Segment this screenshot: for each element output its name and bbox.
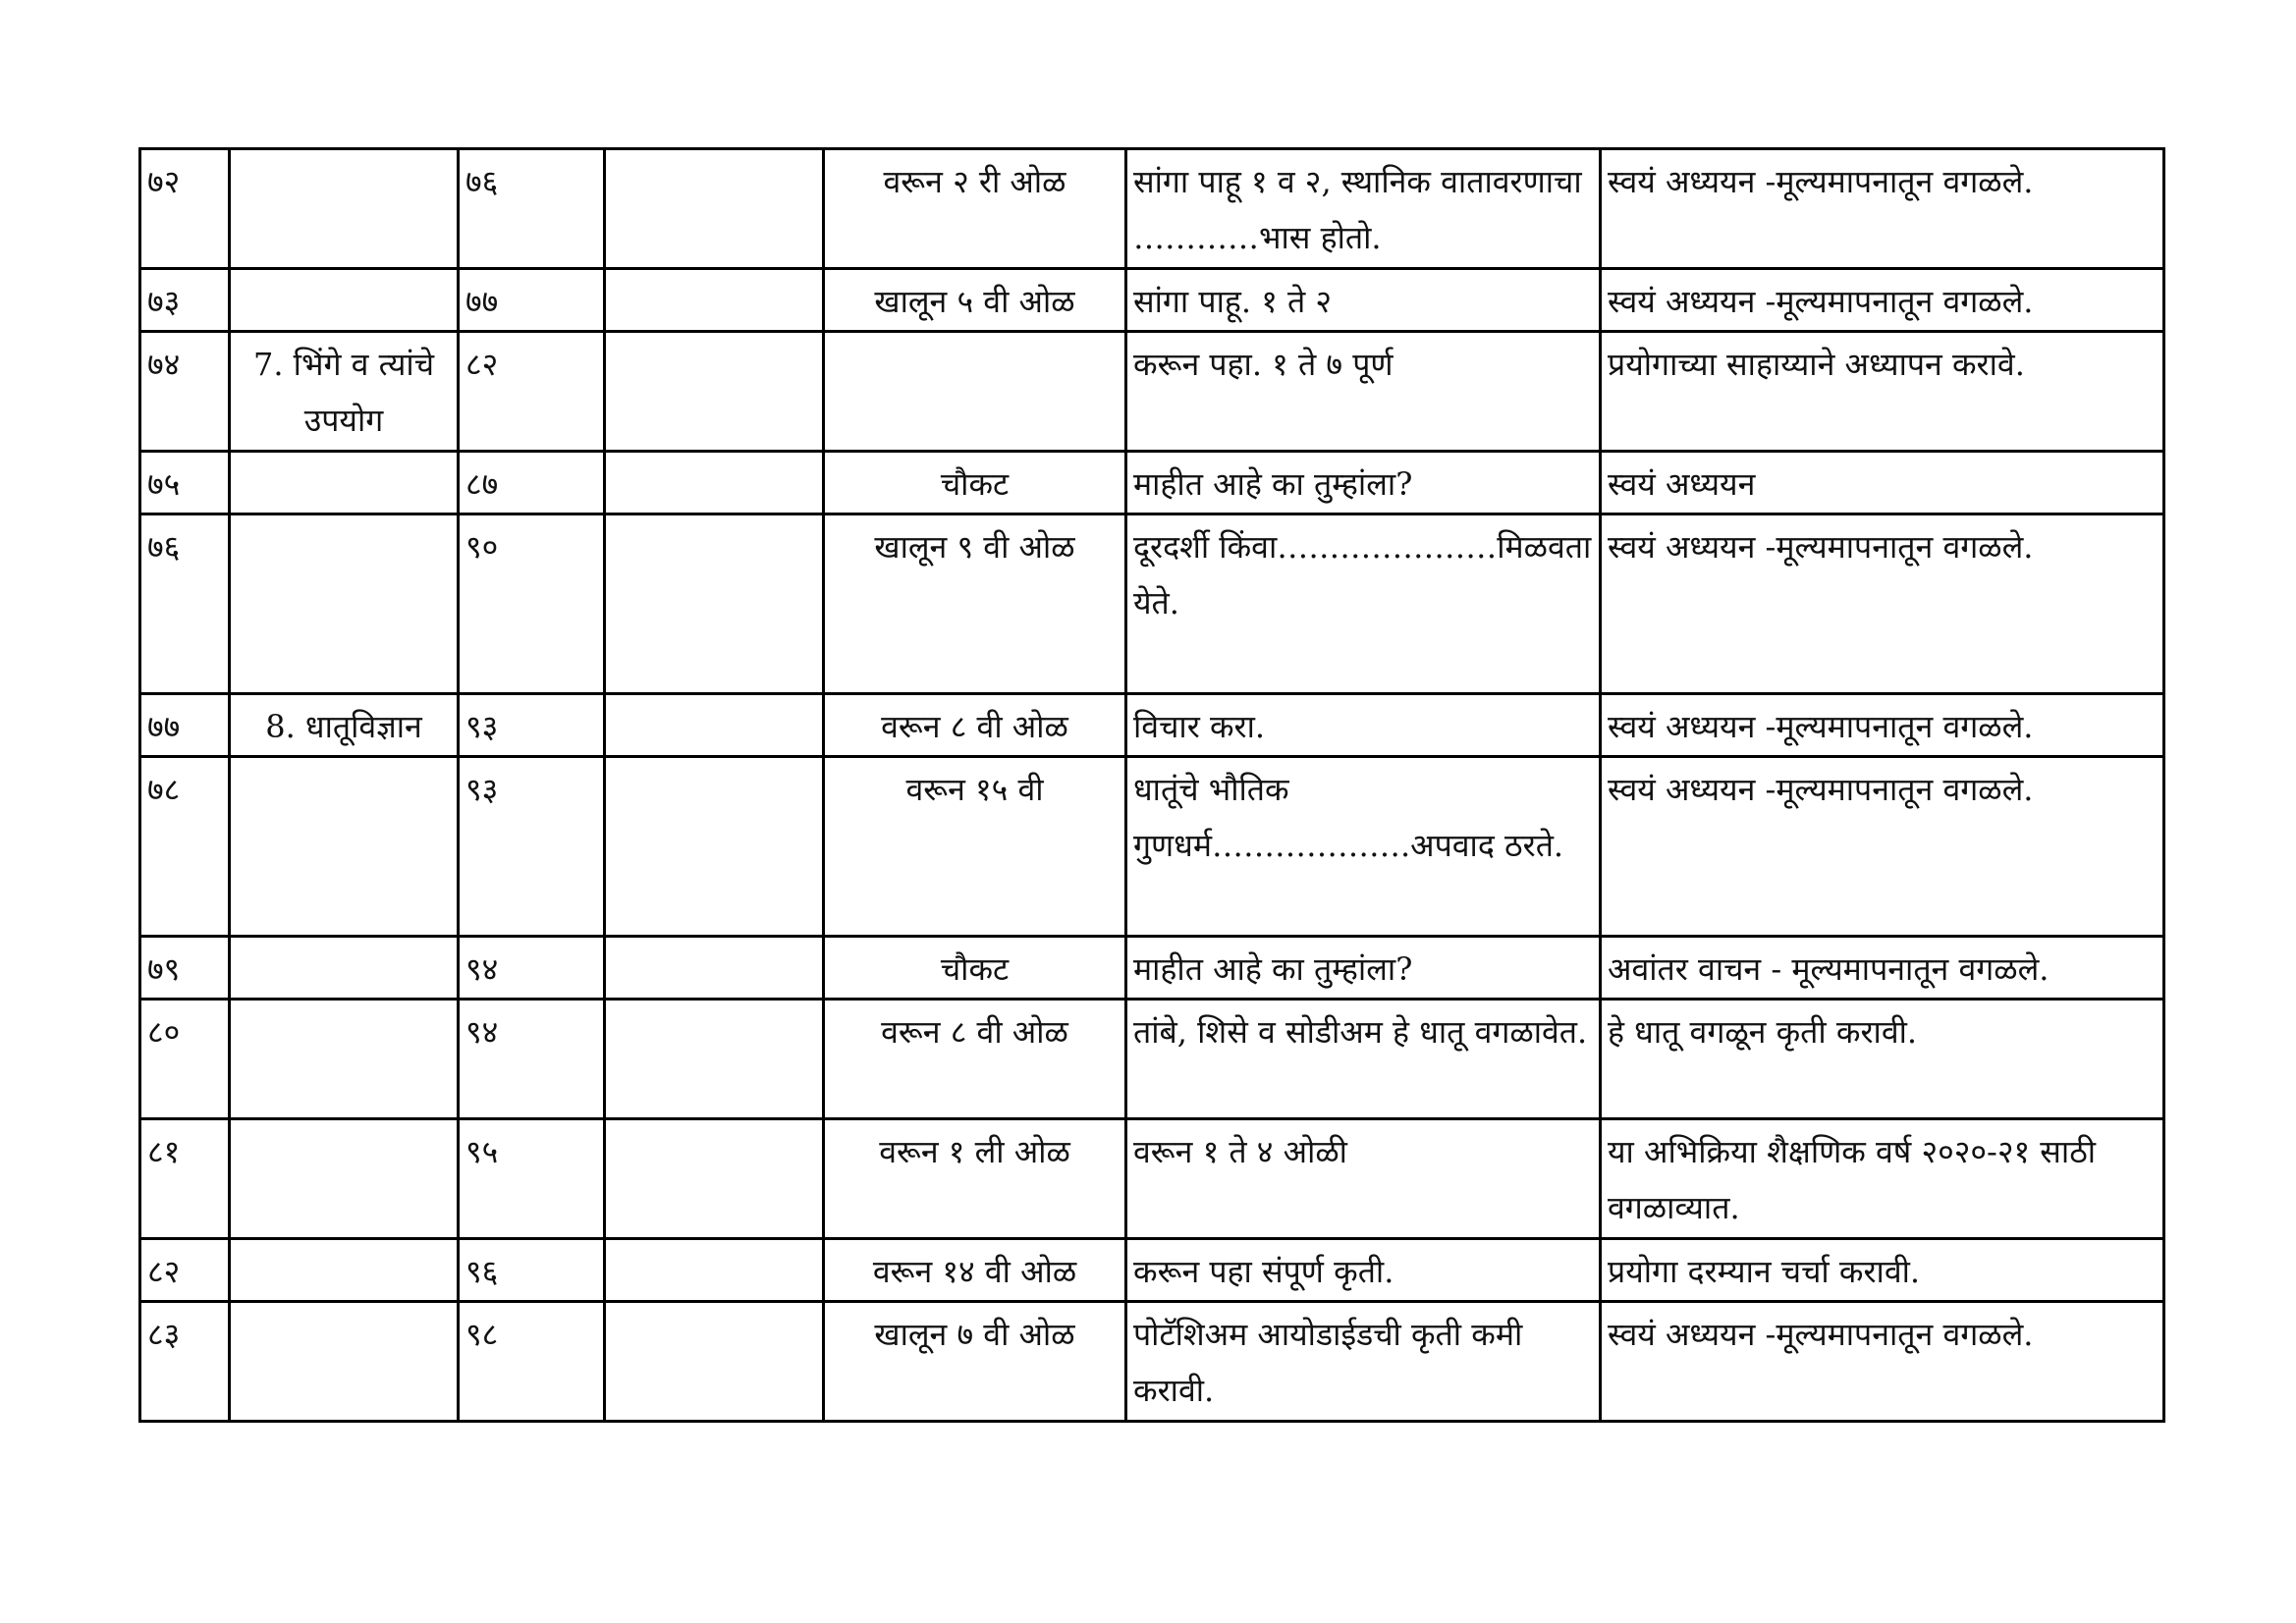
- page-number-cell: ९६: [459, 1239, 605, 1302]
- content-cell: करून पहा. १ ते ७ पूर्ण: [1126, 332, 1601, 452]
- content-cell: विचार करा.: [1126, 694, 1601, 757]
- chapter-cell: [230, 937, 459, 1000]
- remark-cell: स्वयं अध्ययन -मूल्यमापनातून वगळले.: [1601, 757, 2164, 937]
- remark-cell: स्वयं अध्ययन -मूल्यमापनातून वगळले.: [1601, 269, 2164, 332]
- table-row: [140, 694, 2164, 757]
- blank-cell: [605, 694, 824, 757]
- blank-cell: [605, 757, 824, 937]
- chapter-cell: 8. धातूविज्ञान: [230, 694, 459, 757]
- line-reference-cell: वरून १ ली ओळ: [824, 1119, 1126, 1239]
- table-row: [140, 269, 2164, 332]
- remark-cell: प्रयोगा दरम्यान चर्चा करावी.: [1601, 1239, 2164, 1302]
- page-number-cell: ७६: [459, 149, 605, 269]
- content-cell: धातूंचे भौतिक गुणधर्म……………….अपवाद ठरते.: [1126, 757, 1601, 937]
- line-reference-cell: [824, 332, 1126, 452]
- line-reference-cell: वरून ८ वी ओळ: [824, 1000, 1126, 1119]
- chapter-cell: [230, 452, 459, 514]
- page-number-cell: ८७: [459, 452, 605, 514]
- line-reference-cell: चौकट: [824, 452, 1126, 514]
- line-reference-cell: खालून ९ वी ओळ: [824, 514, 1126, 694]
- blank-cell: [605, 1000, 824, 1119]
- table-row: [140, 514, 2164, 694]
- line-reference-cell: वरून १५ वी: [824, 757, 1126, 937]
- line-reference-cell: चौकट: [824, 937, 1126, 1000]
- blank-cell: [605, 452, 824, 514]
- remark-cell: स्वयं अध्ययन -मूल्यमापनातून वगळले.: [1601, 1302, 2164, 1422]
- remark-cell: स्वयं अध्ययन -मूल्यमापनातून वगळले.: [1601, 149, 2164, 269]
- content-cell: पोटॅशिअम आयोडाईडची कृती कमी करावी.: [1126, 1302, 1601, 1422]
- blank-cell: [605, 332, 824, 452]
- remark-cell: स्वयं अध्ययन: [1601, 452, 2164, 514]
- line-reference-cell: वरून २ री ओळ: [824, 149, 1126, 269]
- chapter-cell: [230, 149, 459, 269]
- blank-cell: [605, 1302, 824, 1422]
- page-number-cell: ८२: [459, 332, 605, 452]
- chapter-cell: [230, 1000, 459, 1119]
- page-number-cell: ९८: [459, 1302, 605, 1422]
- content-cell: वरून १ ते ४ ओळी: [1126, 1119, 1601, 1239]
- row-number-cell: ७२: [140, 149, 230, 269]
- content-cell: दूरदर्शी किंवा…………………मिळवता येते.: [1126, 514, 1601, 694]
- chapter-cell: [230, 1119, 459, 1239]
- remark-cell: अवांतर वाचन - मूल्यमापनातून वगळले.: [1601, 937, 2164, 1000]
- remark-cell: स्वयं अध्ययन -मूल्यमापनातून वगळले.: [1601, 694, 2164, 757]
- table-row: [140, 1119, 2164, 1239]
- blank-cell: [605, 1119, 824, 1239]
- syllabus-reduction-table: [138, 147, 2165, 1423]
- blank-cell: [605, 269, 824, 332]
- row-number-cell: ७७: [140, 694, 230, 757]
- remark-cell: स्वयं अध्ययन -मूल्यमापनातून वगळले.: [1601, 514, 2164, 694]
- line-reference-cell: खालून ५ वी ओळ: [824, 269, 1126, 332]
- remark-cell: प्रयोगाच्या साहाय्याने अध्यापन करावे.: [1601, 332, 2164, 452]
- page-number-cell: ७७: [459, 269, 605, 332]
- chapter-cell: [230, 514, 459, 694]
- row-number-cell: ७९: [140, 937, 230, 1000]
- chapter-cell: [230, 757, 459, 937]
- table-row: [140, 757, 2164, 937]
- row-number-cell: ८०: [140, 1000, 230, 1119]
- row-number-cell: ८१: [140, 1119, 230, 1239]
- remark-cell: हे धातू वगळून कृती करावी.: [1601, 1000, 2164, 1119]
- line-reference-cell: वरून १४ वी ओळ: [824, 1239, 1126, 1302]
- remark-cell: या अभिक्रिया शैक्षणिक वर्ष २०२०-२१ साठी वगळाव्यात.: [1601, 1119, 2164, 1239]
- table-row: [140, 1302, 2164, 1422]
- row-number-cell: ७६: [140, 514, 230, 694]
- chapter-cell: 7. भिंगे व त्यांचे उपयोग: [230, 332, 459, 452]
- page-number-cell: ९३: [459, 694, 605, 757]
- content-cell: सांगा पाहू १ व २, स्थानिक वातावरणाचा …………भास होतो.: [1126, 149, 1601, 269]
- content-cell: सांगा पाहू. १ ते २: [1126, 269, 1601, 332]
- blank-cell: [605, 514, 824, 694]
- row-number-cell: ७३: [140, 269, 230, 332]
- table-row: [140, 452, 2164, 514]
- table-row: [140, 1000, 2164, 1119]
- page-number-cell: ९३: [459, 757, 605, 937]
- chapter-cell: [230, 1302, 459, 1422]
- row-number-cell: ८२: [140, 1239, 230, 1302]
- row-number-cell: ७५: [140, 452, 230, 514]
- blank-cell: [605, 149, 824, 269]
- table-row: [140, 1239, 2164, 1302]
- chapter-cell: [230, 1239, 459, 1302]
- row-number-cell: ८३: [140, 1302, 230, 1422]
- content-cell: माहीत आहे का तुम्हांला?: [1126, 937, 1601, 1000]
- table-row: [140, 937, 2164, 1000]
- chapter-cell: [230, 269, 459, 332]
- page-number-cell: ९०: [459, 514, 605, 694]
- content-cell: करून पहा संपूर्ण कृती.: [1126, 1239, 1601, 1302]
- row-number-cell: ७८: [140, 757, 230, 937]
- page-number-cell: ९५: [459, 1119, 605, 1239]
- page-number-cell: ९४: [459, 937, 605, 1000]
- blank-cell: [605, 1239, 824, 1302]
- page-number-cell: ९४: [459, 1000, 605, 1119]
- line-reference-cell: खालून ७ वी ओळ: [824, 1302, 1126, 1422]
- table-row: [140, 149, 2164, 269]
- row-number-cell: ७४: [140, 332, 230, 452]
- content-cell: तांबे, शिसे व सोडीअम हे धातू वगळावेत.: [1126, 1000, 1601, 1119]
- line-reference-cell: वरून ८ वी ओळ: [824, 694, 1126, 757]
- table-row: [140, 332, 2164, 452]
- blank-cell: [605, 937, 824, 1000]
- content-cell: माहीत आहे का तुम्हांला?: [1126, 452, 1601, 514]
